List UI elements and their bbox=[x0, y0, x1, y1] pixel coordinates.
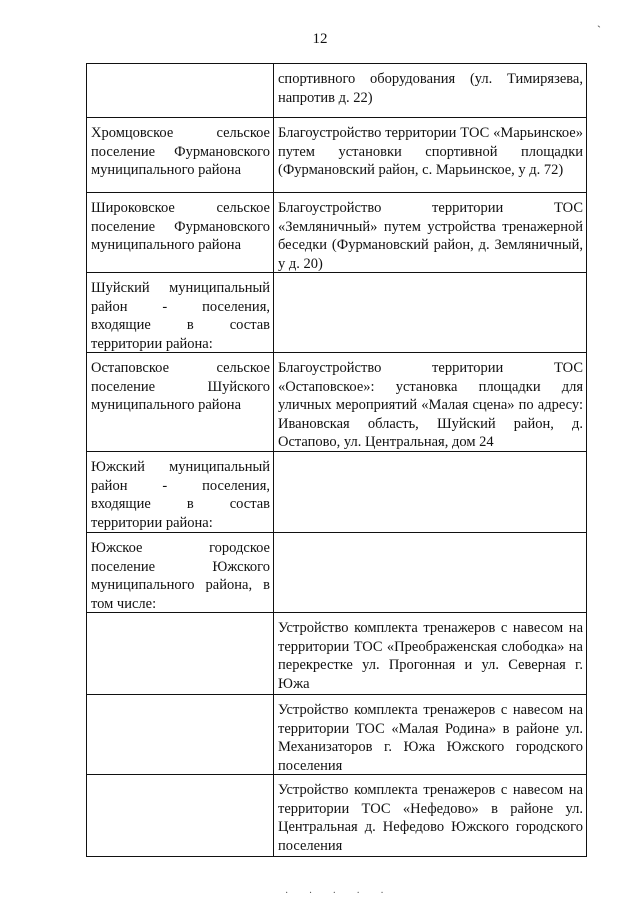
project-cell bbox=[274, 273, 587, 352]
projects-table bbox=[86, 63, 587, 857]
table-row bbox=[87, 452, 587, 533]
table-row bbox=[87, 533, 587, 613]
municipality-cell bbox=[87, 613, 274, 694]
municipality-cell bbox=[87, 695, 274, 774]
project-cell bbox=[274, 533, 587, 612]
project-cell: Благоустройство территории ТОС «Земляничный» путем устройства тренажерной беседки (Фурмановский район, д. Земляничный, у д. 20) bbox=[274, 193, 587, 272]
project-cell bbox=[274, 452, 587, 532]
municipality-cell: Южское городское поселение Южского муниципального района, в том числе: bbox=[87, 533, 274, 612]
table-row bbox=[87, 118, 587, 193]
page-number: 12 bbox=[312, 31, 328, 47]
footer-marks: · · · · · bbox=[285, 888, 393, 899]
municipality-cell: Широковское сельское поселение Фурмановского муниципального района bbox=[87, 193, 274, 272]
municipality-cell: Южский муниципальный район - поселения, входящие в состав территории района: bbox=[87, 452, 274, 532]
municipality-cell bbox=[87, 64, 274, 117]
table-row bbox=[87, 353, 587, 452]
project-cell: Благоустройство территории ТОС «Марьинское» путем установки спортивной площадки (Фурмановский район, с. Марьинское, у д. 72) bbox=[274, 118, 587, 192]
table-row bbox=[87, 193, 587, 273]
municipality-cell: Хромцовское сельское поселение Фурмановского муниципального района bbox=[87, 118, 274, 192]
municipality-cell bbox=[87, 775, 274, 856]
municipality-cell: Шуйский муниципальный район - поселения, входящие в состав территории района: bbox=[87, 273, 274, 352]
table-row bbox=[87, 695, 587, 775]
table-row bbox=[87, 775, 587, 857]
municipality-cell: Остаповское сельское поселение Шуйского муниципального района bbox=[87, 353, 274, 451]
table-row bbox=[87, 64, 587, 118]
corner-mark: ˏ bbox=[597, 14, 601, 28]
table-row bbox=[87, 273, 587, 353]
project-cell: спортивного оборудования (ул. Тимирязева, напротив д. 22) bbox=[274, 64, 587, 117]
project-cell: Устройство комплекта тренажеров с навесом на территории ТОС «Нефедово» в районе ул. Центральная д. Нефедово Южского городского поселения bbox=[274, 775, 587, 856]
project-cell: Благоустройство территории ТОС «Остаповское»: установка площадки для уличных мероприятий «Малая сцена» по адресу: Ивановская область, Шуйский район, д. Остапово, ул. Центральная, дом 24 bbox=[274, 353, 587, 451]
table-row bbox=[87, 613, 587, 695]
project-cell: Устройство комплекта тренажеров с навесом на территории ТОС «Преображенская слободка» на перекрестке ул. Прогонная и ул. Северная г. Южа bbox=[274, 613, 587, 694]
project-cell: Устройство комплекта тренажеров с навесом на территории ТОС «Малая Родина» в районе ул. Механизаторов г. Южа Южского городского поселения bbox=[274, 695, 587, 774]
